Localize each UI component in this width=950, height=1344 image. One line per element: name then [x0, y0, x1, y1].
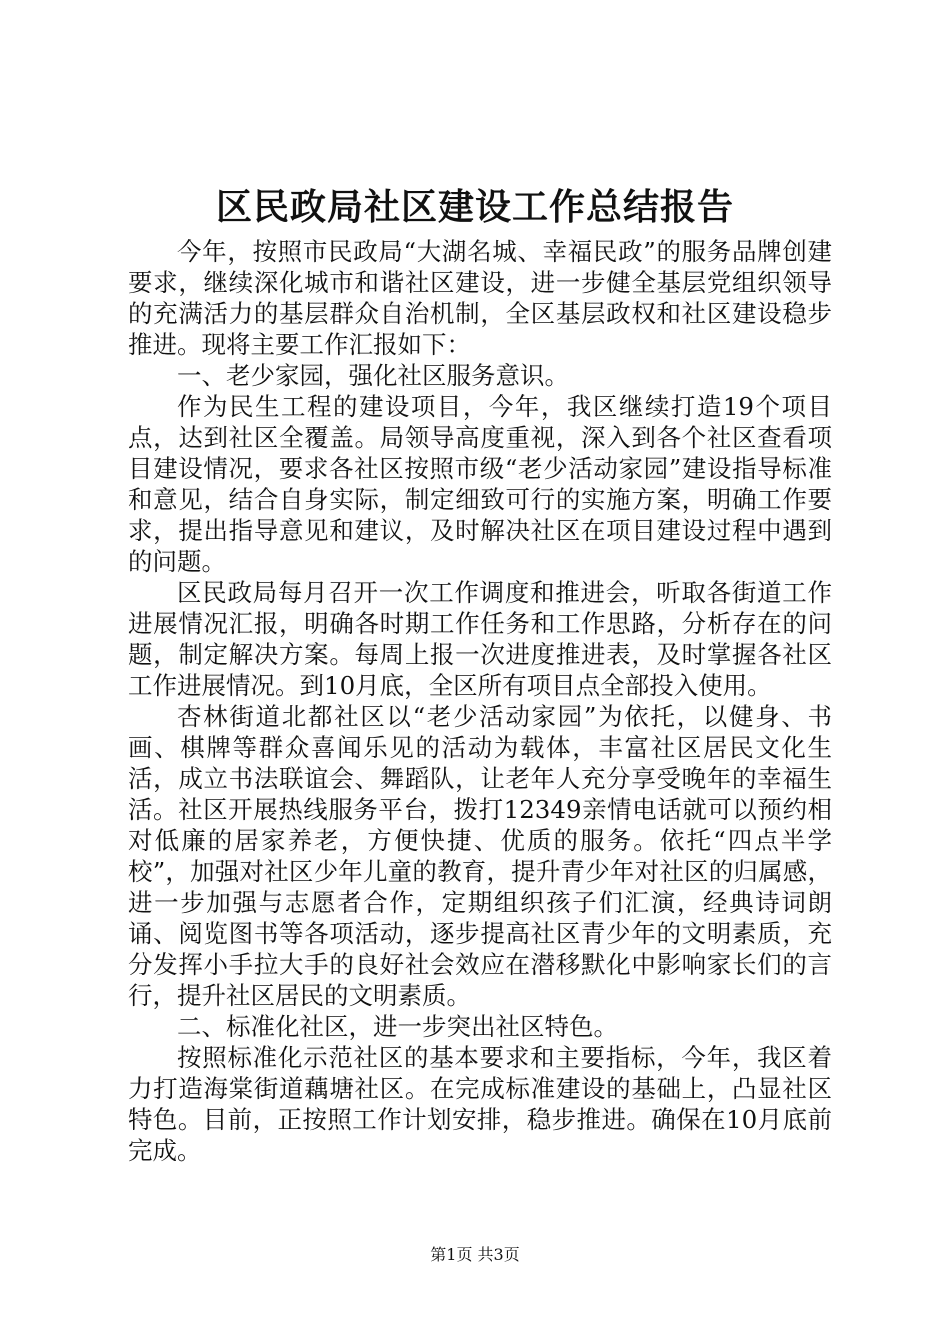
- document-body: [128, 236, 832, 1166]
- document-title: 区民政局社区建设工作总结报告: [215, 186, 734, 228]
- page-footer: 第1页 共3页: [430, 1245, 520, 1264]
- section-heading-2: 二、标准化社区，进一步突出社区特色。: [177, 1012, 618, 1041]
- paragraph-standard-community: 按照标准化示范社区的基本要求和主要指标，今年，我区着力打造海棠街道藕塘社区。在完成标准建设的基础上，凸显社区特色。目前，正按照工作计划安排，稳步推进。确保在10月底前完成。: [128, 1043, 832, 1165]
- paragraph-project-points: 作为民生工程的建设项目，今年，我区继续打造19个项目点，达到社区全覆盖。局领导高度重视，深入到各个社区查看项目建设情况，要求各社区按照市级“老少活动家园”建设指导标准和意见，结合自身实际，制定细致可行的实施方案，明确工作要求，提出指导意见和建议，及时解决社区在项目建设过程中遇到的问题。: [128, 392, 832, 576]
- intro-paragraph: 今年，按照市民政局“大湖名城、幸福民政”的服务品牌创建要求，继续深化城市和谐社区建设，进一步健全基层党组织领导的充满活力的基层群众自治机制，全区基层政权和社区建设稳步推进。现将主要工作汇报如下：: [128, 237, 832, 359]
- paragraph-monthly-meeting: 区民政局每月召开一次工作调度和推进会，听取各街道工作进展情况汇报，明确各时期工作任务和工作思路，分析存在的问题，制定解决方案。每周上报一次进度推进表，及时掌握各社区工作进展情况。到10月底，全区所有项目点全部投入使用。: [128, 578, 832, 700]
- paragraph-beidu-community: 杏林街道北都社区以“老少活动家园”为依托，以健身、书画、棋牌等群众喜闻乐见的活动为载体，丰富社区居民文化生活，成立书法联谊会、舞蹈队，让老年人充分享受晚年的幸福生活。社区开展热线服务平台，拨打12349亲情电话就可以预约相对低廉的居家养老，方便快捷、优质的服务。依托“四点半学校”，加强对社区少年儿童的教育，提升青少年对社区的归属感，进一步加强与志愿者合作，定期组织孩子们汇演，经典诗词朗诵、阅览图书等各项活动，逐步提高社区青少年的文明素质，充分发挥小手拉大手的良好社会效应在潜移默化中影响家长们的言行，提升社区居民的文明素质。: [128, 702, 832, 1010]
- section-heading-1: 一、老少家园，强化社区服务意识。: [177, 361, 569, 390]
